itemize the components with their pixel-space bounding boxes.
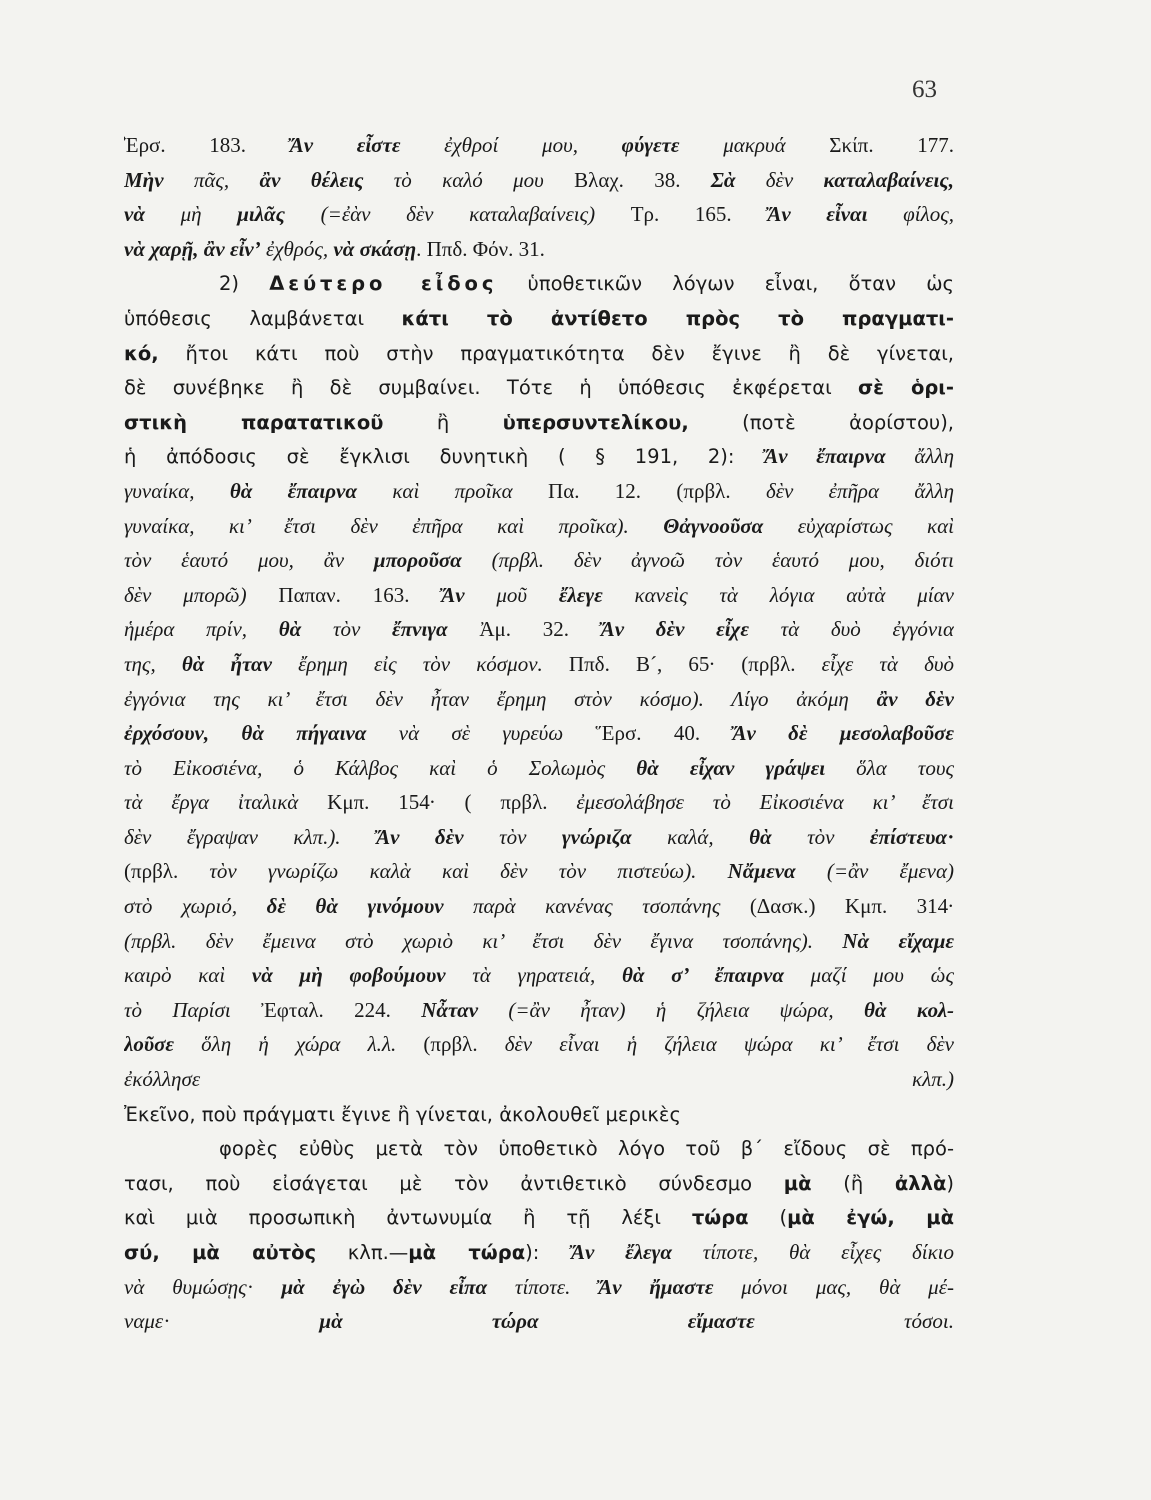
- text-run: Ἄν ἤμαστε: [598, 1274, 714, 1299]
- text-run: δὲν ἐπῆρα ἄλλη: [765, 478, 954, 503]
- text-line: [124, 509, 954, 544]
- text-run: Νὰ εἴχαμε: [842, 928, 954, 953]
- text-run: Ἄν δὲ μεσολαβοῦσε: [732, 721, 954, 746]
- text-run: νὰ θυμώσῃς·: [124, 1274, 282, 1299]
- text-line: [124, 336, 954, 371]
- text-run: Δεύτερο εἶδος: [269, 272, 498, 296]
- text-run: τώρα: [691, 1206, 749, 1230]
- text-run: ἐμεσολάβησε τὸ Εἰκοσιένα κι’ ἔτσι: [576, 790, 954, 815]
- text-run: φύγετε: [621, 133, 680, 157]
- text-line: [124, 785, 954, 820]
- text-run: Σὰ: [710, 167, 736, 192]
- text-run: Κμπ. 154· ( πρβλ.: [327, 790, 577, 815]
- text-run: εὐχαρίστως καὶ: [763, 513, 954, 538]
- text-line: [124, 647, 954, 682]
- text-run: (πρβλ. δὲν ἀγνοῶ τὸν ἑαυτό μου, διότι: [461, 548, 954, 573]
- text-run: μὰ ἐγώ, μὰ: [787, 1206, 954, 1230]
- text-run: (ἢ: [811, 1171, 895, 1195]
- text-line: [124, 405, 954, 440]
- text-run: Βλαχ. 38.: [574, 167, 711, 192]
- text-run: καλά,: [631, 824, 750, 849]
- text-line: [124, 820, 954, 855]
- text-run: κλπ.—: [316, 1241, 409, 1264]
- text-run: θὰ σ’ ἔπαιρνα: [621, 963, 784, 988]
- text-run: Ἐκεῖνο, ποὺ πράγματι ἔγινε ἢ γίνεται, ἀκολουθεῖ μερικὲς: [124, 1102, 681, 1126]
- text-run: (πρβλ.: [124, 859, 210, 884]
- text-line: [124, 474, 954, 509]
- text-run: Ἄν ἔλεγα: [571, 1240, 673, 1264]
- text-run: Ἄν ἔπαιρνα: [764, 444, 886, 469]
- text-run: τὸν ἑαυτό μου, ἂν: [124, 548, 374, 573]
- text-run: (: [748, 1206, 788, 1230]
- text-run: (πρβλ.: [423, 1032, 505, 1057]
- text-run: τὸν: [771, 824, 870, 849]
- text-run: Ἐφταλ. 224.: [261, 997, 422, 1022]
- text-run: Ππδ. Β´, 65· (πρβλ.: [568, 651, 822, 676]
- text-run: ἔλεγε: [558, 582, 603, 607]
- text-run: Μὴν: [124, 167, 164, 192]
- text-line: [124, 578, 954, 613]
- text-run: δὲν εἶναι ἡ ζήλεια ψώρα κι’ ἔτσι δὲν: [504, 1032, 954, 1057]
- text-run: ἐπίστευα·: [869, 824, 954, 849]
- text-run: 2): [219, 272, 270, 296]
- text-line: [124, 301, 954, 336]
- text-run: ὅλη ἡ χώρα λ.λ.: [174, 1032, 424, 1057]
- text-line: [124, 1131, 954, 1166]
- text-run: πᾶς,: [163, 167, 260, 192]
- text-line: [124, 128, 954, 163]
- text-line: [124, 1027, 954, 1062]
- text-run: τὰ γηρατειά,: [445, 963, 622, 988]
- text-run: ἔπνιγα: [392, 617, 448, 642]
- text-run: (Δασκ.) Κμπ. 314·: [749, 894, 954, 919]
- text-line: [124, 1062, 954, 1097]
- text-run: τὸ Παρίσι: [124, 997, 262, 1022]
- text-run: ἄλλη: [885, 444, 954, 469]
- page-number: 63: [912, 76, 937, 103]
- text-run: Ἄν: [441, 582, 465, 607]
- text-run: γνώριζα: [561, 824, 632, 849]
- text-line: [124, 751, 954, 786]
- text-run: Ἄν δὲν: [376, 824, 464, 849]
- text-run: ὑπερσυντελίκου,: [502, 410, 689, 434]
- text-run: τὸ καλό μου: [363, 167, 575, 192]
- text-run: φίλος,: [867, 202, 954, 227]
- text-run: Παπαν. 163.: [278, 582, 442, 607]
- text-run: θὰ ἦταν: [181, 651, 272, 676]
- text-run: φορὲς εὐθὺς μετὰ τὸν ὑποθετικὸ λόγο τοῦ β´ εἴδους σὲ πρό-: [219, 1137, 954, 1161]
- text-run: μὴ: [144, 202, 238, 227]
- text-run: ἢ: [383, 410, 503, 434]
- text-run: ὑποθετικῶν λόγων εἶναι, ὅταν ὡς: [497, 272, 954, 296]
- text-run: ἤτοι κάτι ποὺ στὴν πραγματικότητα δὲν ἔγινε ἢ δὲ γίνεται,: [158, 341, 954, 365]
- text-line: [124, 543, 954, 578]
- text-line: [124, 1270, 954, 1305]
- text-run: δὲ θὰ γινόμουν: [266, 894, 444, 919]
- text-run: κανεὶς τὰ λόγια αὐτὰ μίαν: [602, 582, 954, 607]
- text-line: [124, 958, 954, 993]
- text-run: Σκίπ. 177.: [829, 133, 954, 157]
- body-text: [124, 128, 954, 1339]
- text-run: τίποτε.: [487, 1274, 599, 1299]
- text-run: καταλαβαίνεις,: [823, 167, 954, 192]
- text-line: [124, 889, 954, 924]
- text-run: μὰ τώρα: [408, 1241, 526, 1264]
- text-run: Πα. 12. (πρβλ.: [548, 478, 766, 503]
- text-line: [124, 612, 954, 647]
- text-run: δὲν: [735, 167, 824, 192]
- text-run: (πρβλ. δὲν ἔμεινα στὸ χωριὸ κι’ ἔτσι δὲν ἔγινα τσοπάνης).: [124, 928, 843, 953]
- text-run: της,: [124, 651, 182, 676]
- text-run: καιρὸ καὶ: [124, 963, 252, 988]
- text-run: νὰ σὲ γυρεύω: [366, 721, 596, 746]
- text-line: [124, 232, 954, 267]
- text-run: μὰ τώρα εἴμαστε: [319, 1309, 755, 1334]
- text-line: [124, 266, 954, 301]
- text-run: Ἄν δὲν εἶχε: [600, 617, 749, 642]
- text-run: Ἀμ. 32.: [447, 617, 601, 642]
- text-run: ἔρημη εἰς τὸν κόσμον.: [271, 651, 569, 676]
- text-run: γυναίκα,: [124, 478, 230, 503]
- text-run: ἂν θέλεις: [259, 167, 364, 192]
- text-run: . Ππδ. Φόν. 31.: [416, 236, 545, 261]
- text-run: λοῦσε: [124, 1032, 175, 1057]
- text-run: (=ἂν ἔμενα): [795, 859, 954, 884]
- text-run: τὰ ἔργα ἰταλικὰ: [124, 790, 328, 815]
- text-run: δὲν ἔγραψαν κλπ.).: [124, 824, 377, 849]
- text-run: νὰ μὴ φοβούμουν: [251, 963, 446, 988]
- text-run: μόνοι μας, θὰ μέ-: [713, 1274, 954, 1299]
- text-run: ἐχθρός,: [260, 236, 334, 261]
- text-run: δὲν μπορῶ): [124, 582, 279, 607]
- text-run: τόσοι.: [754, 1309, 954, 1334]
- text-run: ἐγγόνια της κι’ ἔτσι δὲν ἦταν ἔρημη στὸν κόσμο). Λίγο ἀκόμη: [124, 686, 877, 711]
- text-run: νὰ σκάσῃ: [333, 236, 417, 261]
- text-line: [124, 1166, 954, 1201]
- text-run: γυναίκα, κι’ ἔτσι δὲν ἐπῆρα καὶ προῖκα).: [124, 513, 664, 538]
- text-line: [124, 1097, 954, 1132]
- text-line: [124, 197, 954, 232]
- text-run: μαζί μου ὡς: [783, 963, 954, 988]
- text-run: (=ἐὰν δὲν καταλαβαίνεις): [285, 202, 631, 227]
- text-run: νὰ χαρῇ, ἂν εἶν’: [124, 236, 261, 261]
- text-run: μοῦ: [464, 582, 559, 607]
- text-run: σὲ ὁρι-: [858, 376, 954, 400]
- text-run: Θἀγνοοῦσα: [663, 513, 764, 538]
- text-run: θὰ εἶχαν γράψει: [636, 755, 826, 780]
- text-run: Ἕρσ. 40.: [595, 721, 733, 746]
- text-run: ἡ ἀπόδοσις σὲ ἔγκλισι δυνητικὴ ( § 191, 2):: [124, 445, 765, 469]
- text-run: ἂν δὲν: [876, 686, 954, 711]
- text-run: σύ, μὰ αὐτὸς: [124, 1241, 317, 1264]
- text-run: Τρ. 165.: [630, 202, 768, 227]
- text-run: τὰ δυὸ ἐγγόνια: [748, 617, 954, 642]
- text-run: μακρυά: [679, 133, 830, 157]
- text-run: Ἄν εἶναι: [767, 202, 868, 227]
- text-run: Νἄμενα: [727, 859, 796, 884]
- text-run: μὰ ἐγὼ δὲν εἶπα: [281, 1274, 488, 1299]
- text-line: [124, 1304, 954, 1339]
- text-line: [124, 163, 954, 198]
- text-run: Ἄν εἶστε: [289, 133, 401, 157]
- text-run: εἶχε τὰ δυὸ: [821, 651, 954, 676]
- text-run: ὑπόθεσις λαμβάνεται: [124, 306, 402, 330]
- text-run: θὰ: [278, 617, 302, 642]
- text-run: ):: [525, 1241, 572, 1264]
- text-run: Νἆταν: [421, 997, 479, 1022]
- text-run: (=ἂν ἦταν) ἡ ζήλεια ψώρα,: [478, 997, 864, 1022]
- text-run: (ποτὲ ἀορίστου),: [688, 410, 954, 434]
- text-line: [124, 1200, 954, 1235]
- text-line: [124, 854, 954, 889]
- text-run: κό,: [124, 341, 159, 365]
- text-run: στὸ χωριό,: [124, 894, 267, 919]
- text-run: ἀλλὰ: [894, 1171, 947, 1195]
- text-run: ̓́Έρσ. 183.: [124, 133, 290, 157]
- text-run: ἐρχόσουν, θὰ πήγαινα: [124, 721, 367, 746]
- text-run: καὶ μιὰ προσωπικὴ ἀντωνυμία ἢ τῇ λέξι: [124, 1206, 692, 1230]
- text-run: θὰ ἔπαιρνα: [229, 478, 357, 503]
- text-run: ὅλα τους: [825, 755, 954, 780]
- text-run: ἐκόλλησε κλπ.): [124, 1067, 954, 1092]
- text-run: θὰ κολ-: [863, 997, 954, 1022]
- text-run: ): [946, 1171, 954, 1195]
- text-run: νὰ: [124, 202, 145, 227]
- text-run: παρὰ κανένας τσοπάνης: [443, 894, 750, 919]
- text-line: [124, 1235, 954, 1270]
- text-run: τὸν γνωρίζω καλὰ καὶ δὲν τὸν πιστεύω).: [209, 859, 728, 884]
- text-run: τίποτε, θὰ εἶχες δίκιο: [672, 1240, 954, 1264]
- text-line: [124, 370, 954, 405]
- text-run: ναμε·: [124, 1309, 320, 1334]
- text-run: μὰ: [783, 1171, 812, 1195]
- text-line: [124, 682, 954, 717]
- text-run: μποροῦσα: [373, 548, 462, 573]
- text-line: [124, 993, 954, 1028]
- text-run: τὸν: [463, 824, 562, 849]
- text-run: τὸν: [301, 617, 393, 642]
- text-run: μιλᾶς: [237, 202, 286, 227]
- text-run: καὶ προῖκα: [356, 478, 549, 503]
- text-run: ἐχθροί μου,: [400, 133, 622, 157]
- text-run: τὸ Εἰκοσιένα, ὁ Κάλβος καὶ ὁ Σολωμὸς: [124, 755, 637, 780]
- text-run: ἡμέρα πρίν,: [124, 617, 279, 642]
- text-line: [124, 716, 954, 751]
- text-run: κάτι τὸ ἀντίθετο πρὸς τὸ πραγματι-: [401, 306, 954, 330]
- text-line: [124, 924, 954, 959]
- text-run: θὰ: [749, 824, 772, 849]
- text-run: δὲ συνέβηκε ἢ δὲ συμβαίνει. Τότε ἡ ὑπόθεσις ἐκφέρεται: [124, 376, 858, 400]
- text-line: [124, 439, 954, 474]
- text-run: τασι, ποὺ εἰσάγεται μὲ τὸν ἀντιθετικὸ σύνδεσμο: [124, 1171, 784, 1195]
- text-run: στικὴ παρατατικοῦ: [124, 410, 384, 434]
